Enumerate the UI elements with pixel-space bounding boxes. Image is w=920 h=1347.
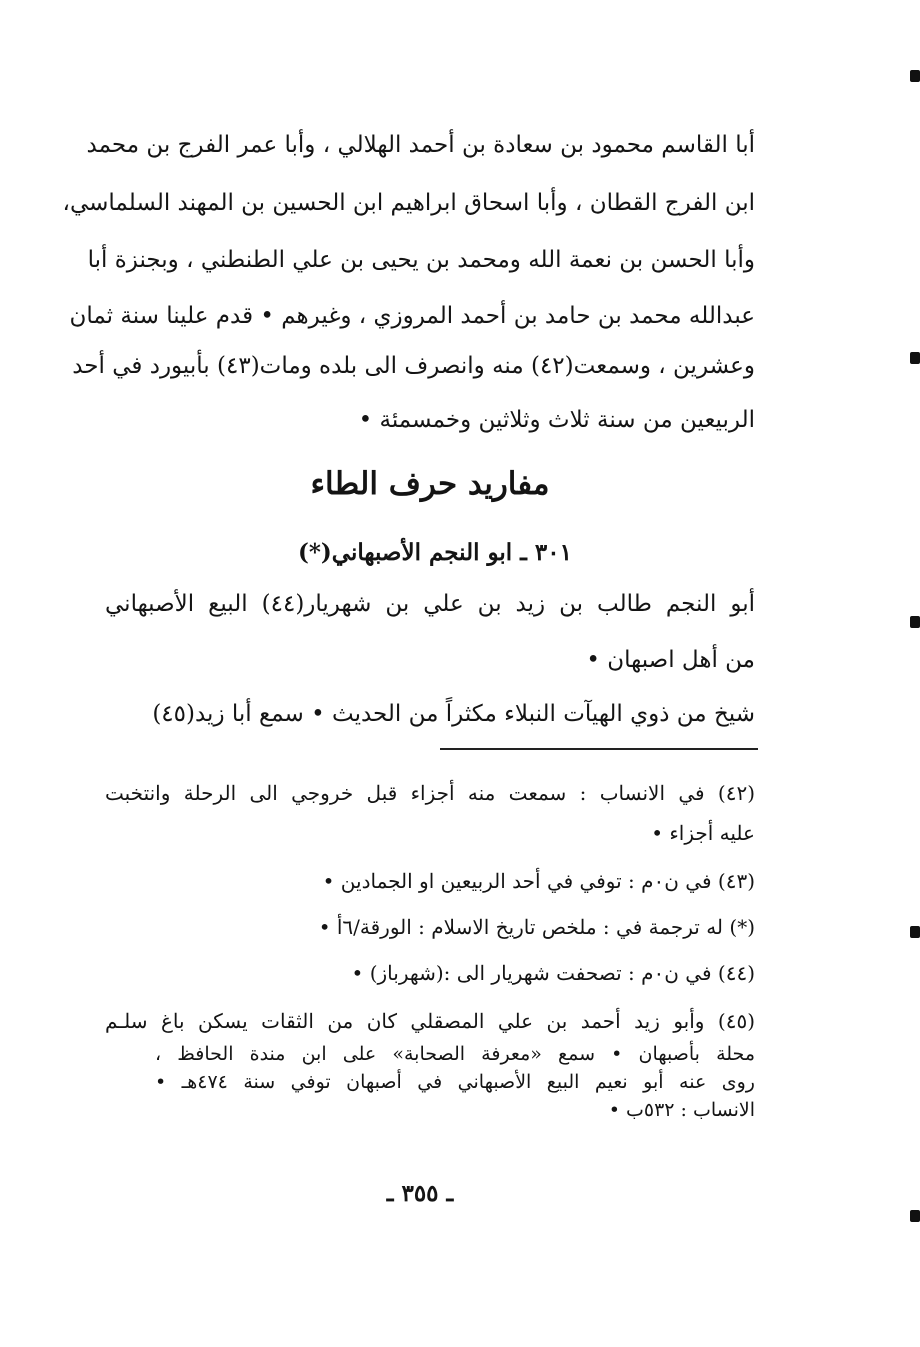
body-line-2: ابن الفرج القطان ، وأبا اسحاق ابراهيم ابن الحسين بن المهند السلماسي،: [62, 190, 755, 216]
binder-mark: [910, 616, 920, 628]
footnote-45-line-4: الانساب : ٥٣٢ب •: [608, 1099, 755, 1121]
binder-mark: [910, 1210, 920, 1222]
binder-mark: [910, 70, 920, 82]
footnote-44: (٤٤) في ن٠م : تصحفت شهريار الى :(شهرباز) •: [351, 961, 755, 985]
footnote-separator: [440, 748, 758, 750]
binder-mark: [910, 352, 920, 364]
body-line-3: وأبا الحسن بن نعمة الله ومحمد بن يحيى بن علي الطنطني ، وبجنزة أبا: [87, 247, 755, 273]
body-line-5: وعشرين ، وسمعت(٤٢) منه وانصرف الى بلده ومات(٤٣) بأبيورد في أحد: [72, 353, 755, 379]
body-line-1: أبا القاسم محمود بن سعادة بن أحمد الهلالي ، وأبا عمر الفرج بن محمد: [86, 132, 755, 158]
binder-mark: [910, 926, 920, 938]
page-number: ـ ٣٥٥ ـ: [386, 1180, 454, 1207]
footnote-42-line-2: عليه أجزاء •: [651, 821, 755, 845]
body-line-4: عبدالله محمد بن حامد بن أحمد المروزي ، وغيرهم • قدم علينا سنة ثمان: [69, 303, 755, 329]
footnote-43: (٤٣) في ن٠م : توفي في أحد الربيعين او الجمادين •: [322, 869, 755, 893]
footnote-45-line-2: محلة بأصبهان • سمع «معرفة الصحابة» على ابن مندة الحافظ ،: [155, 1043, 755, 1065]
footnote-42-line-1: (٤٢) في الانساب : سمعت منه أجزاء قبل خروجي الى الرحلة وانتخبت: [105, 781, 755, 805]
footnote-star: (*) له ترجمة في : ملخص تاريخ الاسلام : الورقة/٦أ •: [318, 915, 755, 939]
footnote-45-line-3: روى عنه أبو نعيم البيع الأصبهاني في أصبهان توفي سنة ٤٧٤هـ •: [155, 1071, 755, 1093]
entry-line-2: من أهل اصبهان •: [586, 647, 755, 673]
entry-title: ٣٠١ ـ ابو النجم الأصبهاني(*): [298, 539, 572, 566]
body-line-6: الربيعين من سنة ثلاث وثلاثين وخمسمئة •: [358, 407, 755, 433]
entry-line-1: أبو النجم طالب بن زيد بن علي بن شهريار(٤٤) البيع الأصبهاني: [105, 591, 755, 617]
footnote-45-line-1: (٤٥) وأبو زيد أحمد بن علي المصقلي كان من الثقات يسكن باغ سلـم: [105, 1009, 755, 1033]
section-title: مفاريد حرف الطاء: [310, 466, 550, 502]
entry-line-3: شيخ من ذوي الهيآت النبلاء مكثراً من الحديث • سمع أبا زيد(٤٥): [152, 701, 755, 727]
